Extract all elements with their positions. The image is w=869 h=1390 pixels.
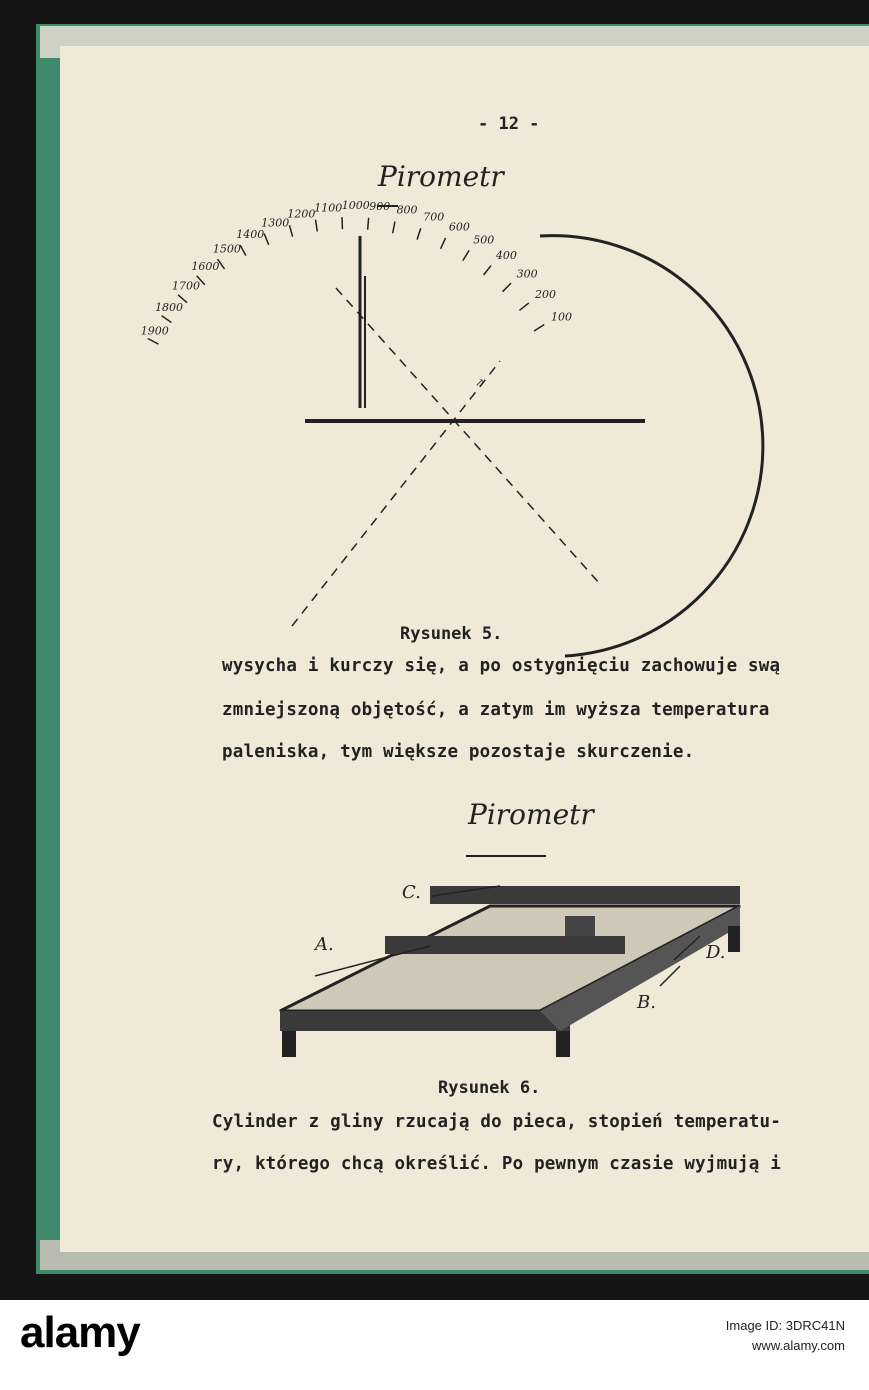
dial-label: 1900 — [140, 324, 169, 338]
dial-label: 1100 — [314, 201, 343, 215]
dial-tick — [148, 338, 159, 344]
dial-tick — [519, 303, 528, 310]
label-c: C. — [402, 882, 421, 903]
paragraph2-line1: Cylinder z gliny rzucają do pieca, stopień temperatu- — [212, 1112, 782, 1132]
dial-label: 1200 — [287, 207, 316, 221]
figure2-title: Pirometr — [468, 798, 594, 831]
figure2-caption: Rysunek 6. — [438, 1078, 541, 1098]
figure1-caption: Rysunek 5. — [400, 624, 503, 644]
watermark-line1: Image ID: 3DRC41N — [725, 1318, 845, 1333]
paragraph1-line2: zmniejszoną objętość, a zatym im wyższa temperatura — [222, 700, 770, 720]
dial-tick — [264, 234, 268, 245]
dial-label: 900 — [369, 199, 391, 213]
book-page — [60, 46, 869, 1252]
dial-label: 600 — [448, 220, 470, 234]
dial-tick — [441, 238, 446, 249]
watermark-brand: alamy — [20, 1308, 140, 1357]
label-d: D. — [706, 942, 726, 963]
dial-label: 500 — [473, 233, 495, 247]
dial-label: 100 — [550, 310, 572, 324]
dial-label: 300 — [516, 267, 538, 281]
dial-scale — [141, 199, 572, 344]
dial-tick — [240, 245, 246, 256]
dial-tick — [289, 225, 292, 237]
dial-tick — [503, 283, 511, 292]
dial-label: 1700 — [172, 279, 201, 293]
paragraph1-line3: paleniska, tym większe pozostaje skurczenie. — [222, 742, 695, 762]
dial-label: 1300 — [261, 216, 290, 230]
dial-label: 1800 — [155, 301, 184, 315]
dial-label: 800 — [396, 203, 418, 217]
watermark-info — [726, 1316, 845, 1356]
figure1-title: Pirometr — [378, 160, 504, 193]
figure1-drawing — [60, 176, 869, 696]
dial-tick — [463, 250, 469, 260]
dial-label: 700 — [423, 210, 445, 224]
paragraph1-line1: wysycha i kurczy się, a po ostygnięciu zachowuje swą — [222, 656, 781, 676]
figure2-drawing — [60, 846, 869, 1076]
dial-label: 400 — [495, 249, 517, 263]
dial-tick — [417, 228, 421, 239]
dial-label: 1500 — [212, 242, 241, 256]
page-number: - 12 - — [478, 114, 540, 134]
dial-arrow-label: ↗ — [475, 376, 485, 389]
dial-tick — [484, 266, 491, 275]
watermark-line2: www.alamy.com — [752, 1338, 845, 1353]
dial-tick — [534, 325, 544, 331]
label-a: A. — [315, 934, 334, 955]
dial-tick — [315, 220, 317, 232]
dial-tick — [393, 221, 395, 233]
dial-label: 1000 — [341, 199, 370, 213]
dial-tick — [368, 218, 369, 230]
dial-label: 1400 — [236, 228, 265, 242]
dial-label: 1600 — [191, 259, 220, 273]
dial-tick — [162, 316, 172, 323]
dial-label: 200 — [535, 287, 557, 301]
label-b: B. — [637, 992, 656, 1013]
paragraph2-line2: ry, którego chcą określić. Po pewnym czasie wyjmują i — [212, 1154, 782, 1174]
